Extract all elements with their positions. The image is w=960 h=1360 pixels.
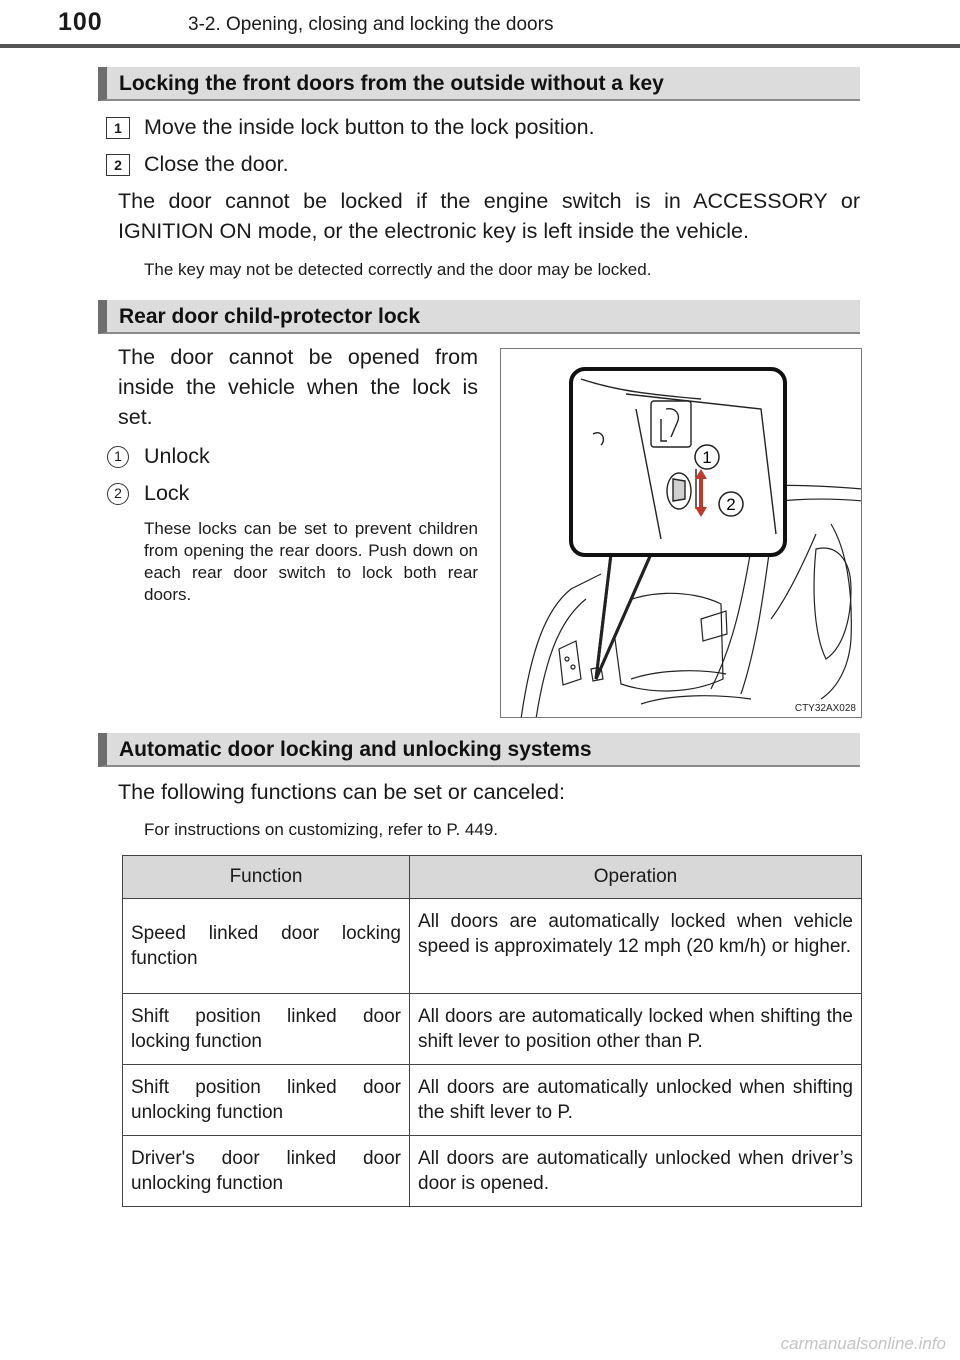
section-title: Automatic door locking and unlocking systems xyxy=(119,738,592,761)
column-header-operation: Operation xyxy=(410,856,862,899)
chapter-title: 3-2. Opening, closing and locking the doors xyxy=(188,14,554,35)
child-lock-illustration xyxy=(500,348,862,718)
customizing-reference: For instructions on customizing, refer to P. 449. xyxy=(144,820,499,839)
table-row xyxy=(123,1136,862,1207)
functions-table xyxy=(122,855,862,1207)
column-header-function: Function xyxy=(123,856,410,899)
table-header-row xyxy=(123,856,862,899)
section-heading-child-protector xyxy=(98,300,860,334)
item-number-circle: 1 xyxy=(107,446,129,468)
step-number-box: 1 xyxy=(106,117,130,139)
table-row xyxy=(123,994,862,1065)
item-number-circle: 2 xyxy=(107,483,129,505)
table-row xyxy=(123,899,862,994)
header-divider xyxy=(0,44,960,48)
function-cell: Driver's door linked door unlocking function xyxy=(123,1136,410,1207)
lock-label: Lock xyxy=(144,481,190,505)
unlock-label: Unlock xyxy=(144,444,210,468)
operation-cell: All doors are automatically locked when vehicle speed is approximately 12 mph (20 km/h) or higher. xyxy=(410,899,862,994)
callout-label-1: 1 xyxy=(702,448,712,467)
step-text: Move the inside lock button to the lock position. xyxy=(144,115,595,139)
operation-cell: All doors are automatically locked when shifting the shift lever to position other than P. xyxy=(410,994,862,1065)
page-number: 100 xyxy=(58,8,103,36)
section-title: Rear door child-protector lock xyxy=(119,305,421,328)
figure-code: CTY32AX028 xyxy=(794,703,856,714)
child-lock-intro: The door cannot be opened from inside the vehicle when the lock is set. xyxy=(118,345,478,429)
operation-cell: All doors are automatically unlocked when shifting the shift lever to P. xyxy=(410,1065,862,1136)
function-cell: Shift position linked door locking function xyxy=(123,994,410,1065)
section-heading-auto-locking xyxy=(98,733,860,767)
step-text: Close the door. xyxy=(144,152,289,176)
section-title: Locking the front doors from the outside without a key xyxy=(119,72,664,95)
child-lock-description: These locks can be set to prevent children from opening the rear doors. Push down on each rear door switch to lock both rear doors. xyxy=(144,519,478,604)
step-number-box: 2 xyxy=(106,154,130,176)
operation-cell: All doors are automatically unlocked when driver’s door is opened. xyxy=(410,1136,862,1207)
table-row xyxy=(123,1065,862,1136)
watermark: carmanualsonline.info xyxy=(780,1334,946,1353)
detection-subnote: The key may not be detected correctly and the door may be locked. xyxy=(144,260,652,279)
lock-condition-note: The door cannot be locked if the engine switch is in ACCESSORY or IGNITION ON mode, or the electronic key is left inside the vehicle. xyxy=(118,189,860,243)
function-cell: Speed linked door locking function xyxy=(123,899,410,994)
function-cell: Shift position linked door unlocking function xyxy=(123,1065,410,1136)
callout-label-2: 2 xyxy=(726,495,736,514)
section-heading-locking-without-key xyxy=(98,67,860,101)
rear-door-drawing xyxy=(501,349,862,718)
functions-intro: The following functions can be set or canceled: xyxy=(118,780,565,804)
